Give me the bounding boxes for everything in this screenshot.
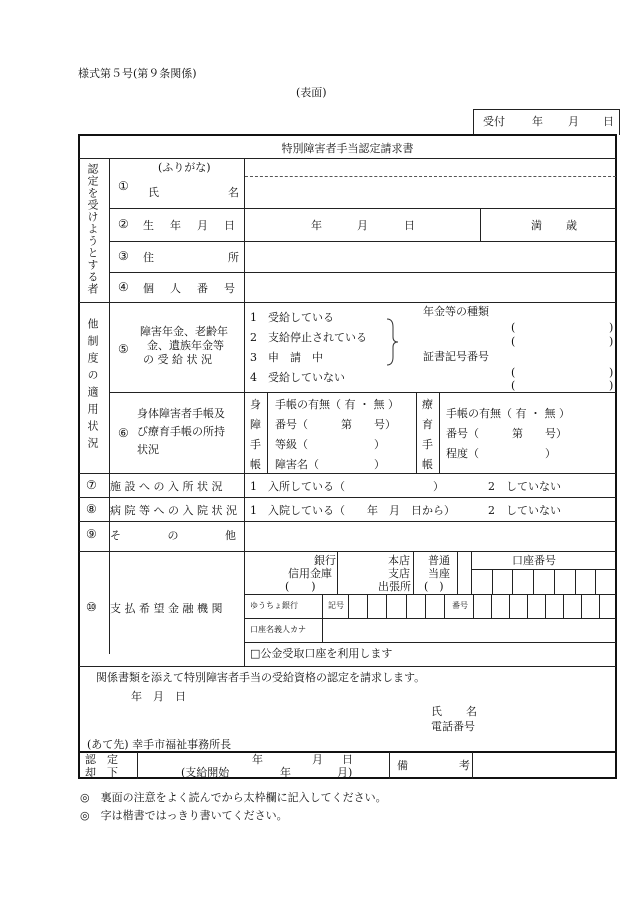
account-type-paren: ( ) (424, 580, 444, 593)
certificate-number-field[interactable] (518, 365, 608, 393)
cert-paren-close-2: ) (609, 379, 614, 392)
rehab-vert-1: 療 (422, 398, 433, 411)
pension-label-line3: の 受 給 状 況 (143, 353, 212, 366)
pension-option-2[interactable]: 2 支給停止されている (250, 331, 367, 344)
rehab-handbook-exists[interactable]: 手帳の有無（ 有 ・ 無 ） (446, 407, 570, 420)
pension-type-paren-open-2: ( (511, 335, 516, 348)
item-10-number: ⑩ (86, 600, 97, 614)
item-1-number: ① (118, 179, 129, 193)
pension-type-paren-close-1: ) (609, 321, 614, 334)
address-field[interactable] (245, 242, 616, 271)
hospital-label: 病 院 等 へ の 入 院 状 況 (110, 504, 237, 517)
age-label-b: 歳 (566, 219, 577, 232)
decision-nintei: 認 定 (85, 753, 118, 766)
applicant-group-label: 認定を受けようとする者 (86, 163, 99, 295)
yucho-bango-label: 番号 (452, 601, 468, 610)
rehab-vert-4: 帳 (422, 458, 433, 471)
furigana-label: (ふりがな) (158, 161, 211, 174)
item-6-number: ⑥ (118, 426, 129, 440)
branch-type-branch: 支店 (388, 567, 410, 580)
form-title: 特別障害者手当認定請求書 (281, 142, 414, 155)
cert-paren-open-1: ( (511, 366, 516, 379)
rehab-vert-3: 手 (422, 438, 433, 451)
form-number: 様式第５号(第９条関係) (78, 67, 197, 80)
branch-type-main: 本店 (388, 554, 410, 567)
decision-day: 日 (342, 753, 353, 766)
birthdate-field[interactable] (245, 209, 479, 240)
declaration-text: 関係書類を添えて特別障害者手当の受給資格の認定を請求します。 (96, 671, 426, 684)
branch-type-office: 出張所 (378, 580, 411, 593)
yucho-label: ゆうちょ銀行 (250, 601, 298, 610)
item-4-number: ④ (118, 280, 129, 294)
address-label-a: 住 (143, 251, 154, 264)
note-2: ◎ 字は楷書ではっきり書いてください。 (80, 809, 288, 822)
hospital-option-yes[interactable]: 1 入院している（ 年 月 日から） (250, 504, 455, 517)
account-number-boxes[interactable] (472, 570, 616, 594)
item-5-number: ⑤ (118, 342, 129, 356)
certificate-number-label: 証書記号番号 (423, 350, 489, 363)
handbook-label-line1: 身体障害者手帳及 (137, 407, 225, 420)
physical-handbook-number[interactable]: 番号（ 第 号） (275, 418, 396, 431)
rehab-handbook-number[interactable]: 番号（ 第 号） (446, 427, 567, 440)
birth-day-label: 日 (404, 219, 415, 232)
declaration-phone-label: 電話番号 (431, 720, 475, 733)
hospital-option-no[interactable]: 2 していない (488, 504, 561, 517)
account-holder-field[interactable] (323, 619, 616, 641)
declaration-name-label-a: 氏 (431, 705, 442, 718)
name-label-a: 氏 (148, 186, 159, 199)
mynumber-label: 個 人 番 号 (143, 282, 235, 295)
decision-start-year: 年 (280, 766, 291, 779)
name-field[interactable] (245, 177, 616, 207)
declaration-name-label-b: 名 (466, 705, 477, 718)
decision-start-label: (支給開始 (181, 766, 230, 779)
handbook-label-line2: び療育手帳の所持 (137, 425, 225, 438)
yucho-kigo-boxes[interactable] (348, 595, 445, 618)
decision-start-month: 月) (337, 766, 353, 779)
pension-type-paren-close-2: ) (609, 335, 614, 348)
physical-vert-3: 手 (250, 438, 261, 451)
bank-type-other: ( ) (285, 580, 316, 593)
item-8-number: ⑧ (86, 502, 97, 516)
note-1: ◎ 裏面の注意をよく読んでから太枠欄に記入してください。 (80, 791, 387, 804)
pension-label-line1: 障害年金、老齢年 (140, 325, 228, 338)
bank-label: 支 払 希 望 金 融 機 関 (110, 602, 223, 615)
pension-brace-icon (385, 317, 399, 367)
birth-year-label: 年 (311, 219, 322, 232)
rehab-vert-2: 育 (422, 418, 433, 431)
pension-type-field[interactable] (518, 320, 608, 350)
account-number-label: 口座番号 (512, 554, 556, 567)
physical-vert-4: 帳 (250, 458, 261, 471)
facility-option-no[interactable]: 2 していない (488, 480, 561, 493)
other-system-group-label: 他制度の適用状況 (86, 318, 99, 454)
pension-type-paren-open-1: ( (511, 321, 516, 334)
birthdate-label: 生 年 月 日 (143, 219, 235, 232)
physical-handbook-exists[interactable]: 手帳の有無（ 有 ・ 無 ） (275, 398, 399, 411)
form-side-label: (表面) (296, 86, 327, 99)
decision-kyakka: 却 下 (85, 766, 118, 779)
decision-month: 月 (312, 753, 323, 766)
addressee: (あて先) 幸手市福祉事務所長 (87, 738, 232, 751)
cert-paren-close-1: ) (609, 366, 614, 379)
remarks-label-b: 考 (459, 759, 470, 772)
physical-handbook-grade[interactable]: 等級（ ） (275, 438, 385, 451)
item-2-number: ② (118, 217, 129, 231)
address-label-b: 所 (228, 251, 239, 264)
receipt-month: 月 (568, 115, 579, 128)
item-9-number: ⑨ (86, 527, 97, 541)
account-type-current[interactable]: 当座 (428, 567, 450, 580)
decision-year: 年 (252, 753, 263, 766)
receipt-day: 日 (603, 115, 614, 128)
receipt-label: 受付 (483, 115, 505, 128)
cert-paren-open-2: ( (511, 379, 516, 392)
facility-label: 施 設 へ の 入 所 状 況 (110, 480, 223, 493)
public-account-checkbox[interactable]: □公金受取口座を利用します (250, 647, 393, 660)
facility-paren-close: ） (433, 480, 444, 493)
pension-option-3[interactable]: 3 申 請 中 (250, 351, 323, 364)
physical-handbook-disability[interactable]: 障害名（ ） (275, 458, 385, 471)
name-label-b: 名 (228, 186, 239, 199)
bank-type-shinkin: 信用金庫 (288, 567, 332, 580)
pension-type-label: 年金等の種類 (423, 305, 489, 318)
item-3-number: ③ (118, 249, 129, 263)
pension-option-4[interactable]: 4 受給していない (250, 371, 345, 384)
account-holder-label: 口座名義人カナ (250, 625, 306, 634)
rehab-handbook-degree[interactable]: 程度（ ） (446, 447, 556, 460)
physical-vert-1: 身 (250, 398, 261, 411)
other-field[interactable] (245, 522, 616, 550)
declaration-date[interactable]: 年 月 日 (131, 690, 186, 703)
handbook-label-line3: 状況 (137, 443, 159, 456)
physical-vert-2: 障 (250, 418, 261, 431)
account-type-ordinary[interactable]: 普通 (428, 554, 450, 567)
pension-option-1[interactable]: 1 受給している (250, 311, 334, 324)
age-label-a: 満 (531, 219, 542, 232)
yucho-kigo-label: 記号 (328, 601, 344, 610)
item-7-number: ⑦ (86, 478, 97, 492)
age-field[interactable] (481, 209, 616, 240)
receipt-year: 年 (532, 115, 543, 128)
bank-type-bank: 銀行 (314, 554, 336, 567)
pension-label-line2: 金、遺族年金等 (147, 339, 224, 352)
other-label: そ の 他 (110, 529, 236, 542)
facility-option-yes[interactable]: 1 入所している（ (250, 480, 345, 493)
remarks-label-a: 備 (397, 759, 408, 772)
birth-month-label: 月 (357, 219, 368, 232)
yucho-bango-boxes[interactable] (473, 595, 617, 618)
mynumber-field[interactable] (245, 273, 616, 301)
remarks-field[interactable] (473, 753, 616, 778)
